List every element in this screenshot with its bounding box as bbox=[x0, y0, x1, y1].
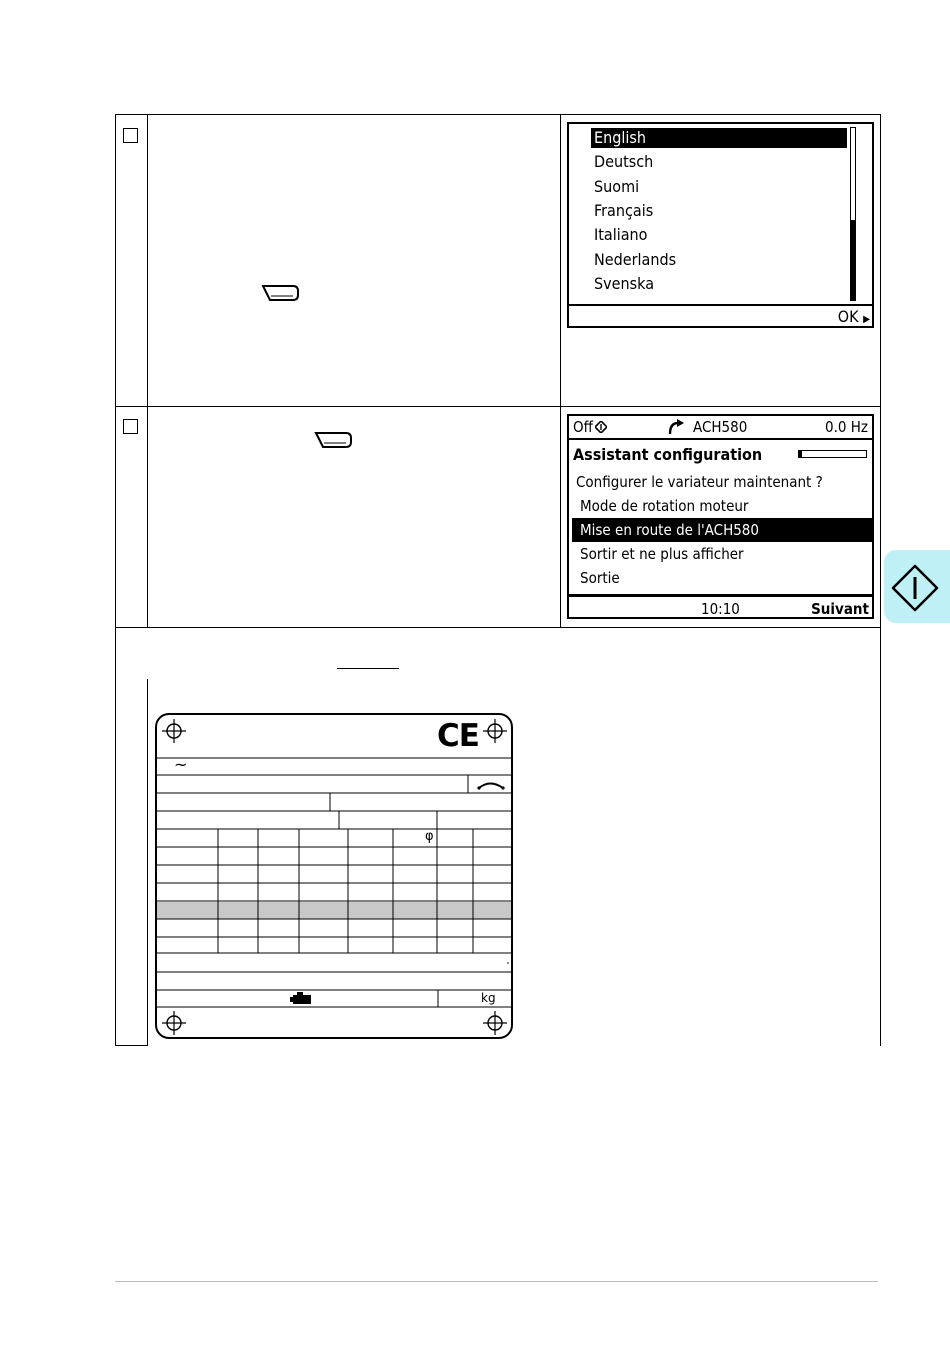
softkey-icon bbox=[260, 283, 300, 305]
ac-symbol: ~ bbox=[174, 755, 188, 774]
language-option-francais[interactable]: Français bbox=[594, 201, 654, 220]
row2-divider bbox=[115, 627, 881, 628]
underline-mark bbox=[337, 668, 399, 669]
scrollbar-thumb[interactable] bbox=[851, 220, 855, 301]
softkey-bar-divider bbox=[569, 594, 872, 597]
checkbox-column-divider bbox=[147, 114, 148, 628]
table-top-border bbox=[115, 114, 881, 115]
softkey-bar-divider bbox=[569, 304, 872, 306]
menu-option-selected[interactable]: Mise en route de l'ACH580 bbox=[572, 518, 872, 542]
language-option-english[interactable]: English bbox=[591, 128, 847, 148]
assistant-question: Configurer le variateur maintenant ? bbox=[576, 473, 823, 491]
menu-option[interactable]: Sortir et ne plus afficher bbox=[580, 545, 744, 563]
step-checkbox-1[interactable] bbox=[123, 128, 138, 143]
row1-divider bbox=[115, 406, 881, 407]
language-option-deutsch[interactable]: Deutsch bbox=[594, 152, 654, 171]
progress-bar bbox=[798, 450, 867, 458]
language-option-italiano[interactable]: Italiano bbox=[594, 225, 648, 244]
start-up-diamond-icon bbox=[891, 564, 939, 612]
drive-name: ACH580 bbox=[693, 418, 748, 436]
weight-unit: kg bbox=[481, 991, 496, 1005]
status-bar bbox=[569, 416, 872, 438]
mounting-hole-icon bbox=[483, 719, 507, 743]
menu-option[interactable]: Mode de rotation moteur bbox=[580, 497, 749, 515]
nameplate-drawing bbox=[157, 715, 511, 1037]
softkey-icon bbox=[313, 430, 353, 452]
rotation-direction-icon bbox=[667, 419, 687, 435]
status-bar-divider bbox=[569, 438, 872, 440]
status-state: Off bbox=[573, 418, 593, 436]
assistant-screen bbox=[567, 414, 874, 619]
ce-mark: CE bbox=[437, 718, 479, 754]
language-screen bbox=[567, 122, 874, 328]
step-checkbox-2[interactable] bbox=[123, 419, 138, 434]
mounting-hole-icon bbox=[162, 1011, 186, 1035]
footer-rule bbox=[115, 1281, 878, 1282]
cos-phi-symbol: φ bbox=[425, 829, 434, 844]
table-right-border bbox=[880, 114, 881, 1046]
ok-softkey[interactable] bbox=[838, 307, 870, 330]
language-option-suomi[interactable]: Suomi bbox=[594, 177, 640, 196]
play-icon: ▶ bbox=[863, 314, 870, 325]
progress-fill bbox=[799, 451, 802, 457]
image-column-divider bbox=[560, 114, 561, 628]
menu-option[interactable]: Sortie bbox=[580, 569, 620, 587]
row3-inner-left bbox=[147, 679, 148, 1046]
diamond-icon bbox=[595, 421, 607, 433]
mounting-hole-icon bbox=[162, 719, 186, 743]
next-softkey[interactable]: Suivant bbox=[811, 600, 869, 618]
table-left-border bbox=[115, 114, 116, 1046]
frequency-readout: 0.0 Hz bbox=[825, 418, 868, 436]
language-option-svenska[interactable]: Svenska bbox=[594, 274, 655, 293]
motor-nameplate bbox=[155, 713, 513, 1039]
language-option-nederlands[interactable]: Nederlands bbox=[594, 250, 677, 269]
assistant-title: Assistant configuration bbox=[573, 445, 763, 464]
mounting-hole-icon bbox=[483, 1011, 507, 1035]
clock: 10:10 bbox=[701, 600, 740, 618]
table-bottom-border bbox=[115, 1045, 147, 1046]
ok-label: OK bbox=[837, 307, 859, 326]
